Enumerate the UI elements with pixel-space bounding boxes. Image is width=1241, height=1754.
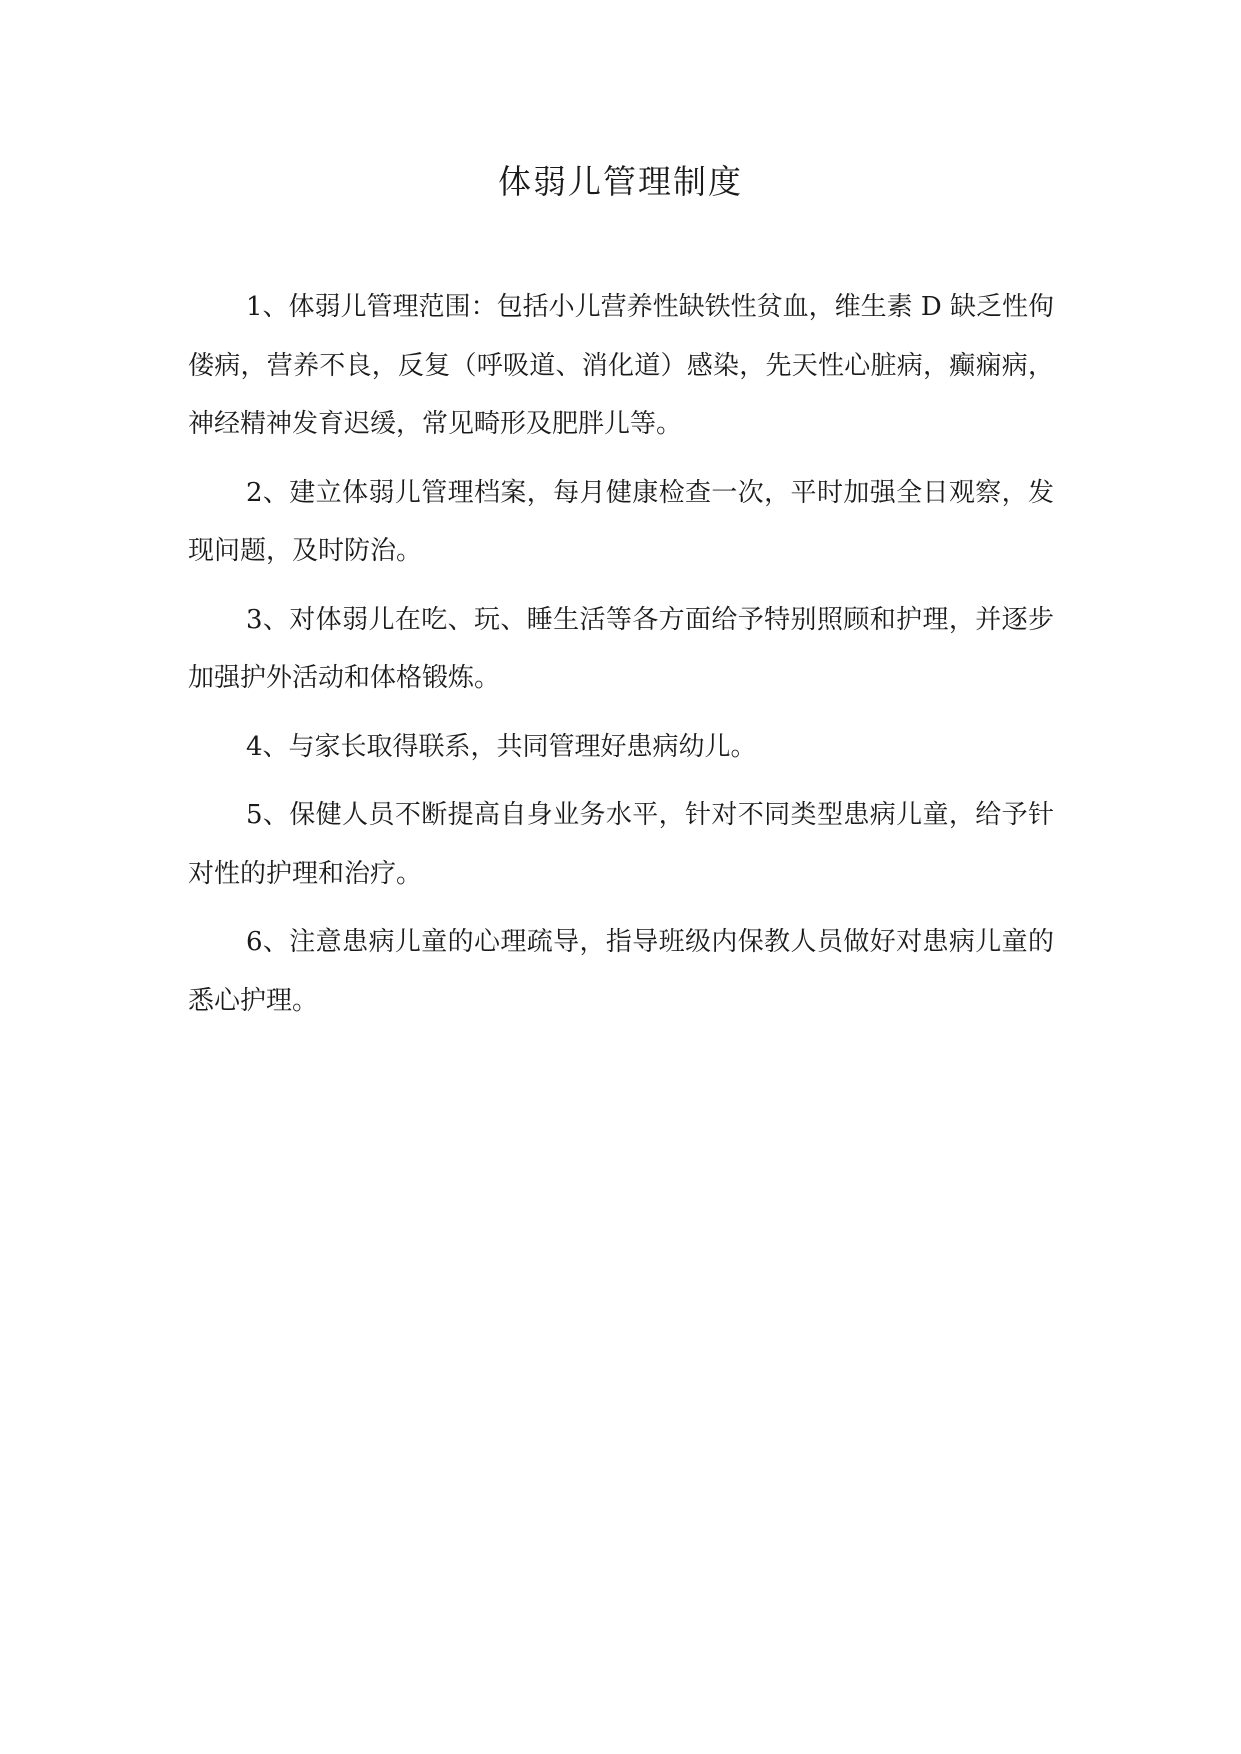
policy-item-5: 5、保健人员不断提高自身业务水平，针对不同类型患病儿童，给予针对性的护理和治疗。 bbox=[188, 800, 1054, 889]
policy-item-4: 4、与家长取得联系，共同管理好患病幼儿。 bbox=[246, 731, 757, 762]
document-title: 体弱儿管理制度 bbox=[498, 162, 743, 201]
policy-item-2: 2、建立体弱儿管理档案，每月健康检查一次，平时加强全日观察，发现问题，及时防治。 bbox=[188, 477, 1054, 566]
document-body bbox=[188, 278, 1054, 1040]
policy-item-3: 3、对体弱儿在吃、玩、睡生活等各方面给予特别照顾和护理，并逐步加强护外活动和体格锻炼。 bbox=[188, 604, 1054, 693]
policy-item-6: 6、注意患病儿童的心理疏导，指导班级内保教人员做好对患病儿童的悉心护理。 bbox=[188, 927, 1054, 1016]
policy-item-1: 1、体弱儿管理范围：包括小儿营养性缺铁性贫血，维生素 D 缺乏性佝偻病，营养不良，反复（呼吸道、消化道）感染，先天性心脏病，癫痫病，神经精神发育迟缓，常见畸形及肥胖儿等。 bbox=[188, 292, 1054, 439]
